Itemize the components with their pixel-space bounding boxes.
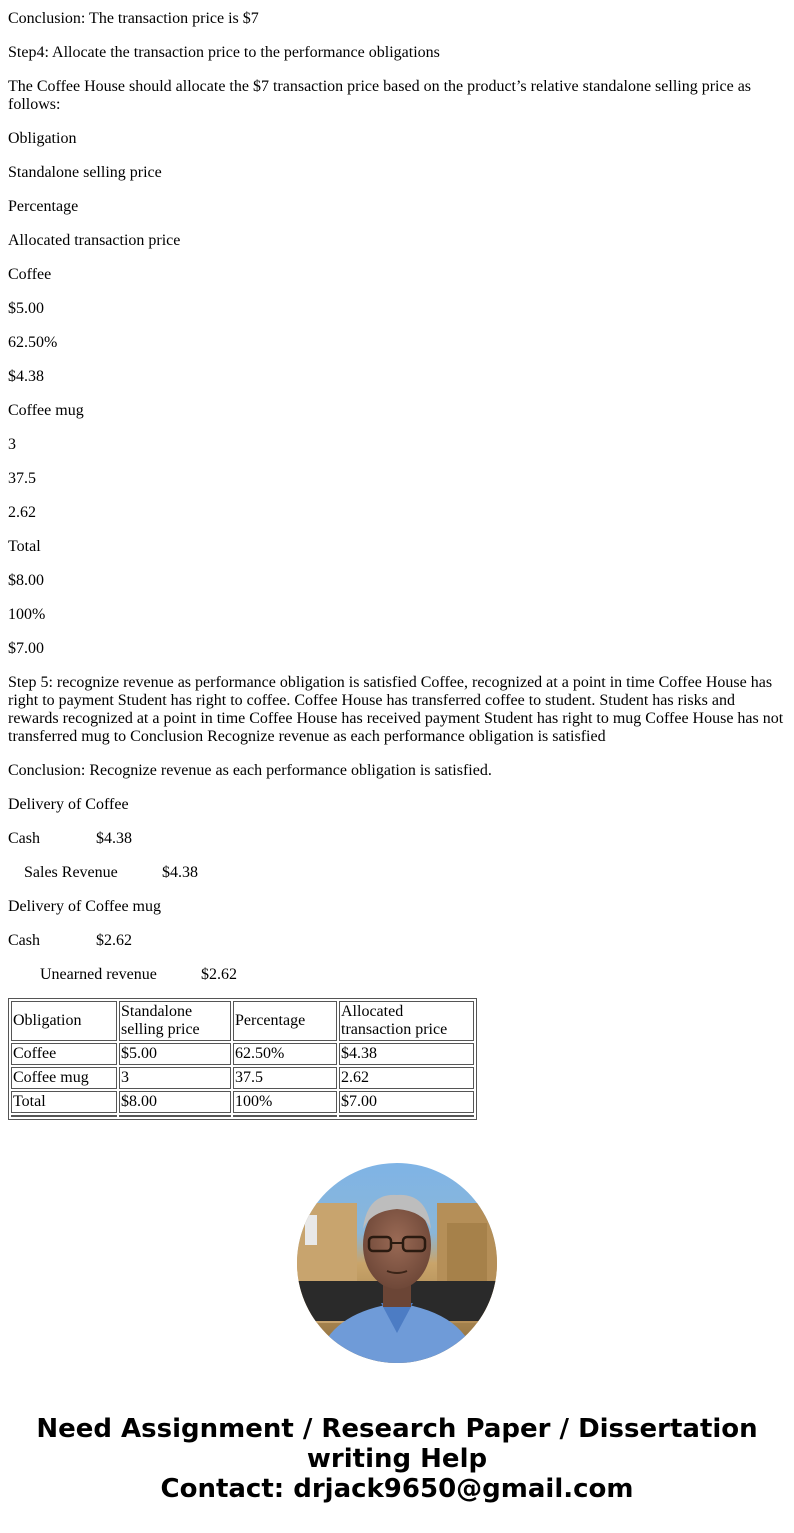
list-item: $5.00 (8, 300, 44, 317)
journal-account: Unearned revenue (40, 966, 157, 983)
table-cell: 62.50% (233, 1043, 337, 1065)
table-cell: Coffee (11, 1043, 117, 1065)
list-item: $7.00 (8, 640, 44, 657)
banner-line: Need Assignment / Research Paper / Dissertation (36, 1414, 758, 1444)
list-item: Total (8, 538, 41, 555)
table-cell: 2.62 (339, 1067, 474, 1089)
table-empty-row (11, 1115, 474, 1117)
journal-amount: $2.62 (201, 966, 237, 983)
table-cell: Total (11, 1091, 117, 1113)
table-cell: 100% (233, 1091, 337, 1113)
list-item: Coffee mug (8, 402, 84, 419)
table-cell: $4.38 (339, 1043, 474, 1065)
table-header-cell: Obligation (11, 1001, 117, 1041)
contact-banner (0, 1414, 794, 1504)
journal-debit-row (8, 932, 786, 950)
step4-description: The Coffee House should allocate the $7 transaction price based on the product’s relative standalone selling price as follows: (8, 78, 752, 113)
table-cell: $8.00 (119, 1091, 231, 1113)
journal-amount: $4.38 (162, 864, 198, 881)
table-row (11, 1091, 474, 1113)
table-header-row (11, 1001, 474, 1041)
journal-account: Sales Revenue (24, 864, 118, 881)
step4-heading: Step4: Allocate the transaction price to the performance obligations (8, 44, 440, 61)
banner-line: writing Help (306, 1444, 488, 1474)
table-cell: 3 (119, 1067, 231, 1089)
journal-debit-row (8, 830, 786, 848)
journal-amount: $2.62 (96, 932, 132, 949)
step5-description: Step 5: recognize revenue as performance obligation is satisfied Coffee, recognized at a point in time Coffee House has right to payment Student has right to coffee. Coffee House has transferred coffee to student. Student has risks and rewards recognized at a point in time Coffee House has received payment Student has right to mug Coffee House has not transferred mug to Conclusion Recognize revenue as each performance obligation is satisfied (8, 674, 784, 745)
list-item: $4.38 (8, 368, 44, 385)
document-body (0, 10, 794, 1120)
list-item: 37.5 (8, 470, 36, 487)
table-header-cell: Percentage (233, 1001, 337, 1041)
table-empty-cell (119, 1115, 231, 1117)
list-item: 2.62 (8, 504, 36, 521)
table-cell: Coffee mug (11, 1067, 117, 1089)
list-item: Standalone selling price (8, 164, 162, 181)
journal-credit-row (8, 864, 786, 882)
contact-email: Contact: drjack9650@gmail.com (160, 1474, 634, 1504)
list-item: 62.50% (8, 334, 58, 351)
author-avatar (297, 1163, 497, 1363)
conclusion-transaction-price: Conclusion: The transaction price is $7 (8, 10, 259, 27)
table-empty-cell (233, 1115, 337, 1117)
list-item: $8.00 (8, 572, 44, 589)
list-item: 3 (8, 436, 16, 453)
list-item: Allocated transaction price (8, 232, 181, 249)
journal-account: Cash (8, 932, 40, 949)
table-empty-cell (339, 1115, 474, 1117)
table-row (11, 1067, 474, 1089)
journal-entry-title: Delivery of Coffee (8, 796, 129, 813)
table-row (11, 1043, 474, 1065)
table-cell: $5.00 (119, 1043, 231, 1065)
journal-amount: $4.38 (96, 830, 132, 847)
list-item: Obligation (8, 130, 77, 147)
conclusion-recognize-revenue: Conclusion: Recognize revenue as each performance obligation is satisfied. (8, 762, 492, 779)
table-header-cell: Standalone selling price (119, 1001, 231, 1041)
table-cell: 37.5 (233, 1067, 337, 1089)
table-header-cell: Allocated transaction price (339, 1001, 474, 1041)
list-item: Percentage (8, 198, 79, 215)
table-empty-cell (11, 1115, 117, 1117)
journal-account: Cash (8, 830, 40, 847)
list-item: 100% (8, 606, 46, 623)
list-item: Coffee (8, 266, 52, 283)
author-portrait-image (297, 1163, 497, 1363)
journal-entry-title: Delivery of Coffee mug (8, 898, 161, 915)
table-cell: $7.00 (339, 1091, 474, 1113)
journal-credit-row (8, 966, 786, 984)
allocation-table (8, 998, 477, 1120)
